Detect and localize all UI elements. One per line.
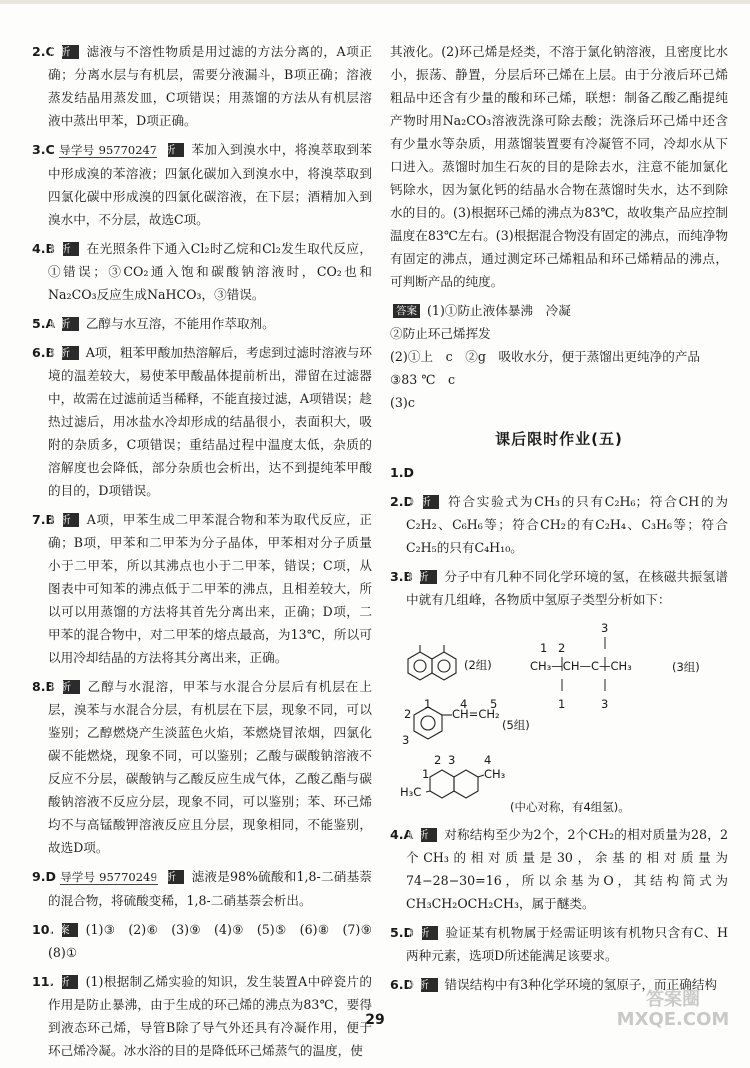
hydrogen-index: 1 — [558, 697, 566, 711]
question-number: 3.B — [390, 569, 414, 584]
answer-11-key — [390, 299, 728, 414]
question-number: 1.D — [390, 465, 415, 480]
question-number: 5.A — [32, 316, 56, 331]
group-count-label: (3组) — [672, 660, 700, 674]
hydrogen-index: 1 — [422, 767, 430, 781]
hydrogen-index: 2 — [558, 641, 566, 655]
question-number: 8.B — [32, 679, 56, 694]
answer-text: (1)③ (2)⑥ (3)⑨ (4)⑨ (5)⑤ (6)⑧ (7)⑨ (8)① — [48, 922, 385, 960]
analysis-tag: 解析 — [421, 828, 438, 842]
answer-3 — [32, 138, 372, 231]
analysis-tag: 解析 — [420, 570, 437, 584]
formula-text: CH₃—CH—C—CH₃ — [530, 659, 632, 673]
question-number: 3.C — [32, 142, 55, 157]
question-number: 2.D — [390, 494, 415, 509]
answer-11-line-5: (3)c — [390, 395, 415, 410]
hydrogen-index: 3 — [601, 697, 609, 711]
group-count-label: (5组) — [502, 718, 530, 732]
hydrogen-index: 2 — [404, 707, 412, 721]
hydrogen-index: 2 — [434, 753, 442, 767]
answer-text: 对称结构至少为2个，2个CH₂的相对质量为28，2个CH₃的相对质量是30，余基的相对质量为74−28−30=16，所以余基为O，其结构简式为CH₃CH₂OCH₂CH₃，属于醚类。 — [406, 827, 728, 911]
answer-11-line-2: ②防止环己烯挥发 — [390, 326, 491, 341]
hydrogen-index: 5 — [490, 697, 498, 711]
answer-r4 — [390, 823, 728, 915]
top-rule — [0, 0, 750, 4]
analysis-tag: 解析 — [168, 143, 185, 157]
analysis-tag: 解析 — [63, 242, 80, 256]
site-watermark — [608, 990, 738, 1034]
section-title: 课后限时作业(五) — [495, 430, 623, 448]
answer-11-continued: 其液化。(2)环己烯是烃类，不溶于氯化钠溶液，且密度比水小，振荡、静置，分层后环己烯在上层。由于分液后环己烯粗品中还含有少量的酸和环己烯，联想：制备乙酸乙酯提纯产物时用Na₂CO₃溶液洗涤可除去酸；洗涤后环己烯中还含有少量水等杂质，用蒸馏装置要有冷凝管不同，冷却水从下口进入。蒸馏时加生石灰的目的是除去水，注意不能加氯化钙除水，因为氯化钙的结晶水合物在蒸馏时失水，达不到除水的目的。(3)根据环己烯的沸点为83℃，故收集产品应控制温度在83℃左右。(3)根据混合物没有固定的沸点，而纯净物有固定的沸点，通过测定环己烯粗品和环己烯精品的沸点，可判断产品的纯度。 — [390, 44, 728, 289]
answer-text: 滤液是98%硫酸和1,8-二硝基萘的混合物，将硫酸变稀，1,8-二硝基萘会析出。 — [48, 869, 372, 908]
question-number: 6.D — [390, 977, 415, 992]
methyl-group: CH₃ — [484, 767, 506, 781]
answer-text: 在光照条件下通入Cl₂时乙烷和Cl₂发生取代反应，①错误；③CO₂通入饱和碳酸钠溶液时，CO₂也和Na₂CO₃反应生成NaHCO₃，③错误。 — [48, 241, 372, 302]
hydrogen-index: 4 — [460, 697, 468, 711]
answer-2 — [32, 40, 372, 132]
study-code: 导学号 95770249 — [60, 870, 158, 884]
answer-r1 — [390, 461, 728, 484]
question-number: 2.C — [32, 44, 55, 59]
vinyl-group: CH=CH₂ — [452, 707, 500, 721]
question-number: 11. — [32, 974, 55, 989]
analysis-tag: 解析 — [423, 495, 440, 509]
naphthalene-structure — [408, 645, 456, 680]
answer-text: 错误结构中有3种化学环境的氢原子，而正确结构 — [444, 977, 718, 992]
answer-text: 乙醇与水互溶，不能用作萃取剂。 — [85, 316, 275, 331]
answer-11-line-3: (2)①上 c ②g 吸收水分，便于蒸馏出更纯净的产品 — [390, 349, 701, 364]
answer-11-line-1 — [390, 299, 728, 322]
analysis-tag: 解析 — [168, 870, 185, 884]
answer-5 — [32, 312, 372, 335]
hydrogen-index: 4 — [484, 753, 492, 767]
study-code: 导学号 95770247 — [59, 143, 158, 157]
answer-text: 滤液与不溶性物质是用过滤的方法分离的，A项正确；分离水层与有机层，需要分液漏斗，B项正确；溶液蒸发结晶用蒸发皿，C项错误；用蒸馏的方法从有机层溶液中蒸出甲苯，D项正确。 — [48, 44, 372, 128]
hydrogen-index: 1 — [424, 697, 432, 711]
page-number: 29 — [365, 1012, 385, 1028]
answer-text: 符合实验式为CH₃的只有C₂H₆；符合CH的为C₂H₂、C₆H₆等；符合CH₂的有C₂H₄、C₃H₆等；符合C₂H₅的只有C₄H₁₀。 — [406, 494, 728, 555]
analysis-tag: 解析 — [62, 975, 79, 989]
question-number: 4.B — [32, 241, 56, 256]
answer-7 — [32, 508, 372, 669]
right-column — [390, 40, 728, 1002]
answer-11-line-4: ③83 ℃ c — [390, 372, 456, 387]
question-number: 10. — [32, 922, 55, 937]
answer-text: 验证某有机物属于烃需证明该有机物只含有C、H两种元素，选项D所述能满足该要求。 — [406, 925, 728, 963]
hydrogen-index: 3 — [448, 753, 456, 767]
analysis-tag: 解析 — [62, 317, 79, 331]
analysis-tag: 解析 — [62, 346, 79, 360]
question-number: 4.A — [390, 827, 414, 842]
analysis-tag: 解析 — [421, 978, 438, 992]
answer-text: 分子中有几种不同化学环境的氢，在核磁共振氢谱中就有几组峰，各物质中氢原子类型分析如下： — [406, 569, 728, 607]
hydrogen-index: 3 — [601, 621, 609, 635]
answer-10 — [32, 918, 385, 964]
answer-tag: 答案 — [393, 304, 420, 318]
watermark-line-1: 答案圈 — [646, 989, 700, 1010]
answer-tag: 答案 — [62, 923, 79, 937]
group-count-label: (2组) — [464, 658, 492, 672]
hydrogen-index: 1 — [540, 641, 548, 655]
analysis-tag: 解析 — [63, 513, 80, 527]
answer-r2 — [390, 490, 728, 559]
answer-text: 苯加入到溴水中，将溴萃取到苯中形成溴的苯溶液；四氯化碳加入到溴水中，将溴萃取到四氯化碳中形成溴的四氯化碳溶液，在下层；酒精加入到溴水中，不分层，故选C项。 — [48, 142, 372, 227]
answer-text: A项，甲苯生成二甲苯混合物和苯为取代反应，正确；B项，甲苯和二甲苯为分子晶体，甲苯相对分子质量小于二甲苯，所以其沸点也小于二甲苯，错误；C项，从图表中可知苯的沸点低于二甲苯的沸点，且相差较大，所以可以用蒸馏的方法将其首先分离出来，正确；D项，二甲苯的混合物中，对二甲苯的熔点最高，为13℃，所以可以用冷却结晶的方法将其分离出来，正确。 — [48, 512, 372, 665]
methyl-group: H₃C — [400, 785, 422, 799]
answer-r5 — [390, 921, 728, 967]
question-number: 9.D — [32, 869, 57, 884]
watermark-line-2: MXQE.COM — [616, 1009, 730, 1030]
analysis-tag: 解析 — [62, 45, 79, 59]
answer-r3 — [390, 565, 728, 611]
dimethylnaphthalene-structure — [426, 770, 484, 798]
answer-6 — [32, 341, 372, 502]
hydrogen-index: 3 — [402, 733, 410, 747]
answer-8 — [32, 675, 372, 859]
analysis-tag: 解析 — [63, 680, 80, 694]
styrene-ring — [414, 707, 452, 739]
answer-text: 乙醇与水混溶，甲苯与水混合分层后有机层在上层，溴苯与水混合分层，有机层在下层，现象不同，可以鉴别；乙醇燃烧产生淡蓝色火焰，苯燃烧冒浓烟，四氯化碳不能燃烧，现象不同，可以鉴别；乙酸与碳酸钠溶液不反应不分层，碳酸钠与乙酸反应生成气体，乙酸乙酯与碳酸钠溶液不反应分层，现象不同，可以鉴别；苯、环己烯均不与高锰酸钾溶液反应且分层，现象相同，不能鉴别，故选D项。 — [48, 679, 372, 855]
analysis-tag: 解析 — [422, 926, 439, 940]
symmetry-note: (中心对称，有4组氢)。 — [510, 800, 630, 814]
question-number: 7.B — [32, 512, 56, 527]
answer-line-text: (1)①防止液体暴沸 冷凝 — [427, 303, 571, 318]
answer-text: (1)根据制乙烯实验的知识，发生装置A中碎瓷片的作用是防止暴沸，由于生成的环己烯的沸点为83℃，要得到液态环己烯，导管B除了导气外还具有冷凝作用，便于环己烯冷凝。冰水浴的目的是降低环己烯蒸气的温度，使 — [48, 974, 372, 1058]
answer-text: A项，粗苯甲酸加热溶解后，考虑到过滤时溶液与环境的温差较大，易使苯甲酸晶体提前析出，滞留在过滤器中，故需在过滤前适当稀释，不能直接过滤，A项错误；趁热过滤后，用冰盐水冷却形成的结晶很小，表面积大，吸附的杂质多，C项错误；重结晶过程中温度太低，杂质的溶解度也会降低，部分杂质也会析出，达不到提纯苯甲酸的目的，D项错误。 — [48, 345, 372, 498]
question-number: 5.D — [390, 925, 415, 940]
question-number: 6.B — [32, 345, 56, 360]
answer-9 — [32, 865, 372, 912]
structure-diagrams — [390, 617, 728, 817]
answer-4 — [32, 237, 372, 306]
